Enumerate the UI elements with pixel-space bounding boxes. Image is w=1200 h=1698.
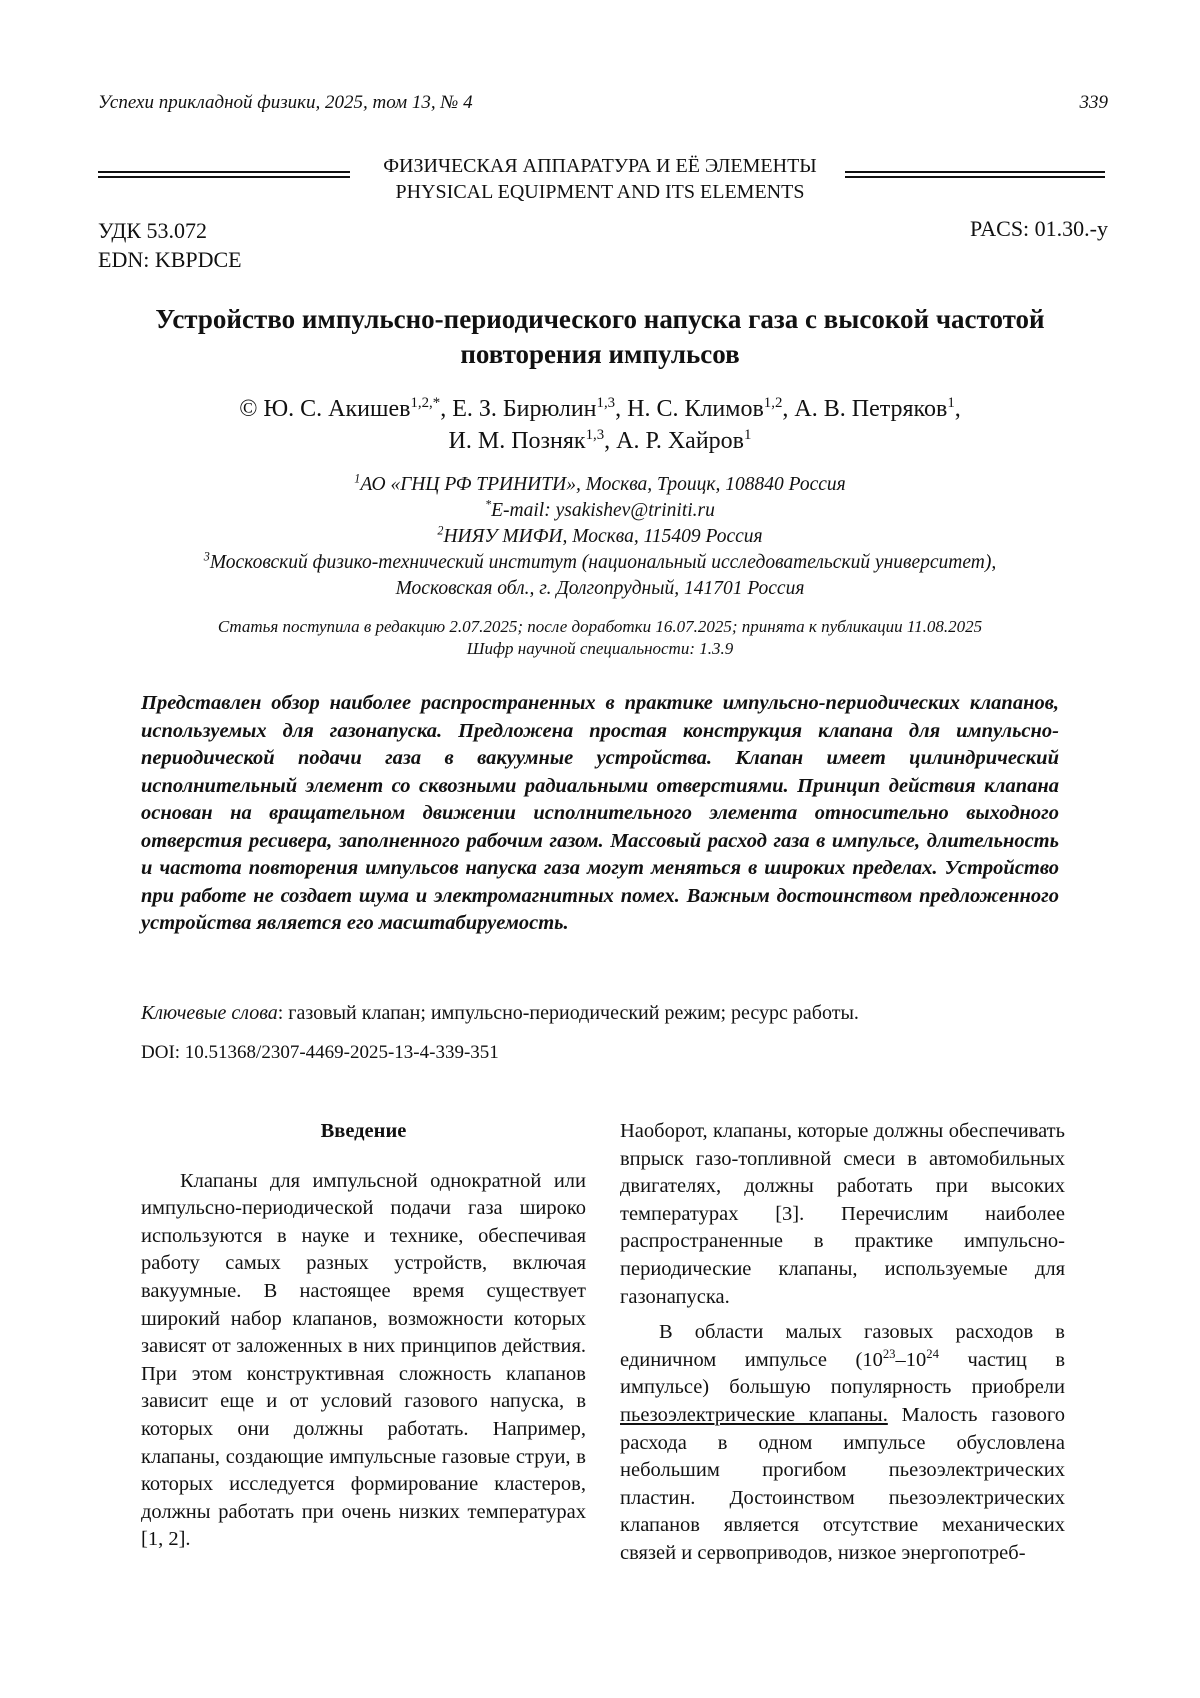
udk-code: УДК 53.072 [98,218,208,243]
journal-header: Успехи прикладной физики, 2025, том 13, № 4 [98,92,473,113]
author: А. В. Петряков$^1$, [794,395,961,422]
article-title: Устройство импульсно-периодического напуска газа с высокой частотой повторения импульсов [155,304,1045,369]
intro-heading: Введение [320,1120,407,1142]
underlined-term: пьезоэлектрические клапаны. [620,1403,888,1426]
affiliation-line: Московская обл., г. Долгопрудный, 141701 Россия [395,578,805,599]
affiliation-line: $^1$АО «ГНЦ РФ ТРИНИТИ», Москва, Троицк, 108840 Россия [354,471,846,495]
body-column-right [620,1118,1065,1568]
udk-block [98,216,242,274]
author: © Ю. С. Акишев$^{1,2,*}$, [239,395,453,422]
specialty-code: Шифр научной специальности: 1.3.9 [466,639,734,658]
paragraph: В области малых газовых расходов в единичном импульсе ($10^{23}-10^{24}$ частиц в импульсе) большую популярность приобрели пьезоэлектрические клапаны. Малость газового расхода в одном импульсе обусловлена небольшим прогибом пьезоэлектрических пластин. Достоинством пьезоэлектрических клапанов является отсутствие механических связей и сервоприводов, низкое энергопотреб- [620,1321,1065,1564]
authors [110,393,1090,457]
author: Е. З. Бирюлин$^{1,3}$, [452,395,628,422]
paragraph: Наоборот, клапаны, которые должны обеспечивать впрыск газо-топливной смеси в автомобильных двигателях, должны работать при высоких температурах [3]. Перечислим наиболее распространенные в практике импульсно-периодические клапаны, используемые для газонапуска. [620,1120,1065,1308]
author: Н. С. Климов$^{1,2}$, [627,395,795,422]
affiliation-line: $^3$Московский физико-технический институт (национальный исследовательский университет), [203,549,997,573]
doi: DOI: 10.51368/2307-4469-2025-13-4-339-351 [141,1042,499,1063]
section-heading-ru: ФИЗИЧЕСКАЯ АППАРАТУРА И ЕЁ ЭЛЕМЕНТЫ [383,155,817,177]
author: А. Р. Хайров$^1$ [616,427,752,454]
keywords-text: : газовый клапан; импульсно-периодический режим; ресурс работы. [277,1002,859,1024]
right-double-rule [845,171,1105,178]
page-number: 339 [1079,92,1108,113]
paragraph: Клапаны для импульсной однократной или импульсно-периодической подачи газа широко используются в науке и технике, обеспечивая работу самых разных устройств, включая вакуумные. В настоящее время существует широкий набор клапанов, возможности которых зависят от заложенных в них принципов действия. При этом конструктивная сложность клапанов зависит еще и от условий газового напуска, в которых они должны работать. Например, клапаны, создающие импульсные газовые струи, в которых исследуется формирование кластеров, должны работать при очень низких температурах [1, 2]. [141,1169,586,1551]
received-dates: Статья поступила в редакцию 2.07.2025; после доработки 16.07.2025; принята к публикации 11.08.2025 [217,617,983,636]
abstract: Представлен обзор наиболее распространенных в практике импульсно-периодических клапанов, используемых для газонапуска. Предложена простая конструкция клапана для импульсно-периодической подачи газа в вакуумные устройства. Клапан имеет цилиндрический исполнительный элемент со сквозными радиальными отверстиями. Принцип действия клапана основан на вращательном движении исполнительного элемента относительно выходного отверстия ресивера, заполненного рабочим газом. Массовый расход газа в импульсе, длительность и частота повторения импульсов напуска газа могут меняться в широких пределах. Устройство при работе не создает шума и электромагнитных помех. Важным достоинством предложенного устройства является его масштабируемость. [141,692,1059,934]
keywords-label: Ключевые слова [141,1002,278,1024]
section-heading [360,153,840,205]
left-double-rule [98,171,350,178]
section-heading-en: PHYSICAL EQUIPMENT AND ITS ELEMENTS [395,181,805,203]
dates-block [110,616,1090,660]
author: И. М. Позняк$^{1,3}$, [448,427,617,454]
edn-code: EDN: KBPDCE [98,247,242,272]
email-line: *E-mail: ysakishev@triniti.ru [485,497,715,521]
body-column-left [141,1118,586,1554]
keywords [141,1002,1059,1025]
affiliations [110,472,1090,602]
pacs-code: PACS: 01.30.-y [970,216,1108,241]
affiliation-line: $^2$НИЯУ МИФИ, Москва, 115409 Россия [437,523,763,547]
